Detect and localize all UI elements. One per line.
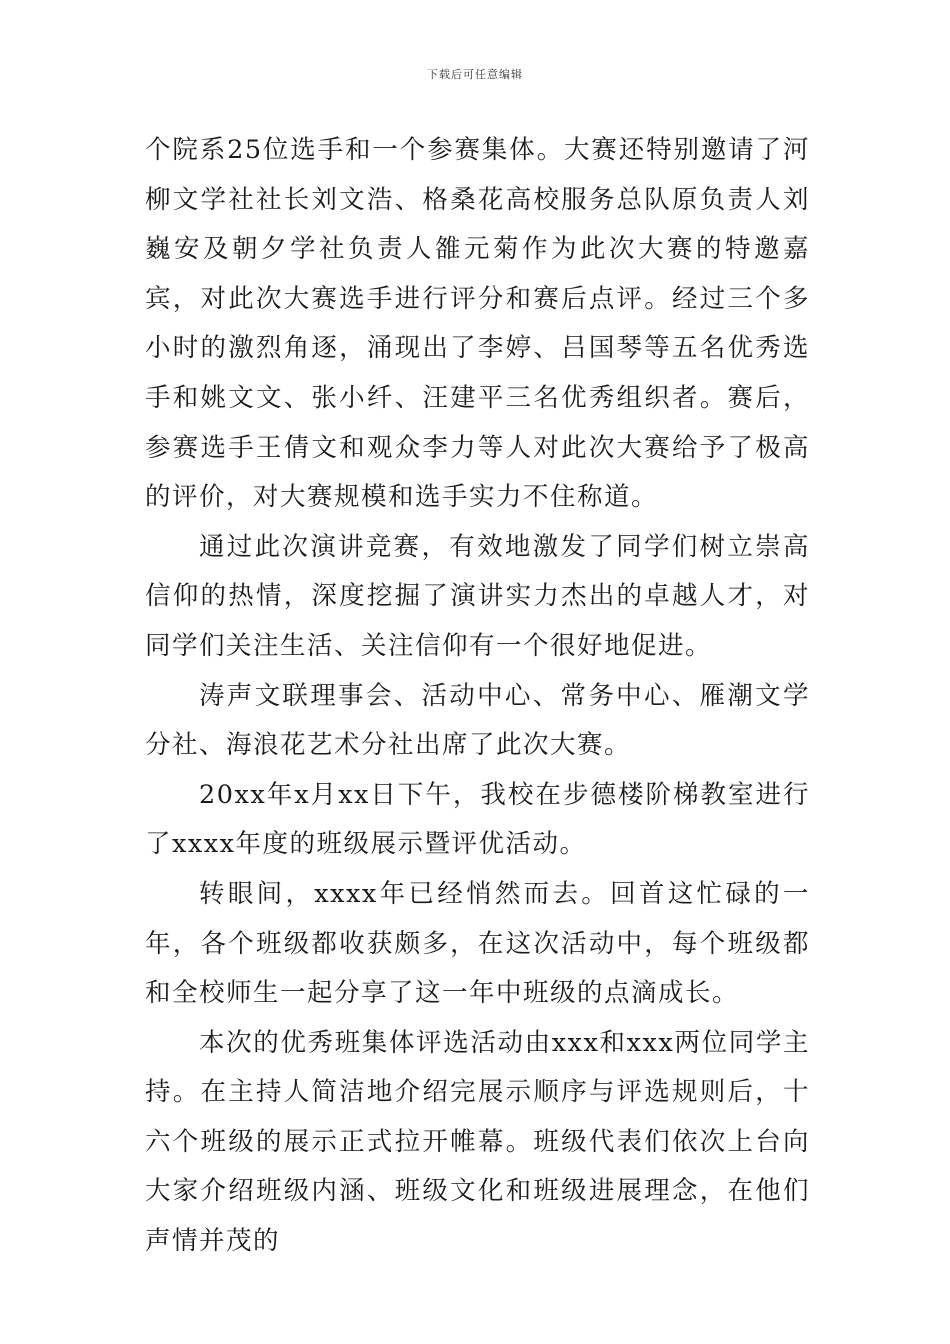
- paragraph: 转眼间，xxxx年已经悄然而去。回首这忙碌的一年，各个班级都收获颇多，在这次活动中，每个班级都和全校师生一起分享了这一年中班级的点滴成长。: [145, 878, 810, 1009]
- page-header-note: 下载后可任意编辑: [427, 68, 523, 81]
- paragraph: 个院系25位选手和一个参赛集体。大赛还特别邀请了河柳文学社社长刘文浩、格桑花高校服务总队原负责人刘巍安及朝夕学社负责人雒元菊作为此次大赛的特邀嘉宾，对此次大赛选手进行评分和赛后点评。经过三个多小时的激烈角逐，涌现出了李婷、吕国琴等五名优秀选手和姚文文、张小纤、汪建平三名优秀组织者。赛后，参赛选手王倩文和观众李力等人对此次大赛给予了极高的评价，对大赛规模和选手实力不住称道。: [145, 135, 810, 513]
- paragraph: 涛声文联理事会、活动中心、常务中心、雁潮文学分社、海浪花艺术分社出席了此次大赛。: [145, 680, 810, 761]
- paragraph: 通过此次演讲竞赛，有效地激发了同学们树立崇高信仰的热情，深度挖掘了演讲实力杰出的卓越人才，对同学们关注生活、关注信仰有一个很好地促进。: [145, 531, 810, 661]
- paragraph: 本次的优秀班集体评选活动由xxx和xxx两位同学主持。在主持人简洁地介绍完展示顺序与评选规则后，十六个班级的展示正式拉开帷幕。班级代表们依次上台向大家介绍班级内涵、班级文化和班级进展理念，在他们声情并茂的: [145, 1027, 810, 1257]
- document-body: [145, 126, 810, 1267]
- paragraph: 20xx年x月xx日下午，我校在步德楼阶梯教室进行了xxxx年度的班级展示暨评优活动。: [145, 779, 810, 860]
